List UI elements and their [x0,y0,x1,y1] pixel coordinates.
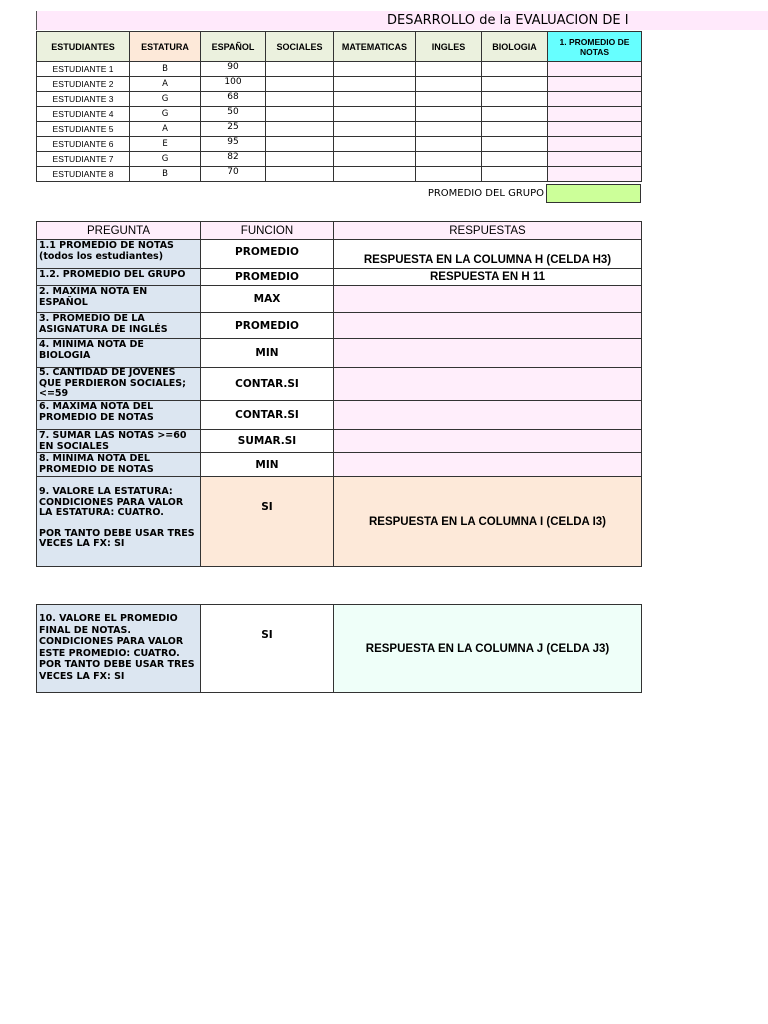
matematicas-cell[interactable] [334,152,416,167]
function-cell[interactable]: SI [201,477,334,567]
question-text: POR TANTO DEBE USAR TRES VECES LA FX: SI [39,527,195,549]
header-pregunta[interactable]: PREGUNTA [37,222,201,240]
promedio-cell[interactable] [548,122,642,137]
table-row [37,137,642,152]
function-cell[interactable]: PROMEDIO [201,269,334,286]
espanol-cell[interactable]: 95 [201,137,266,152]
answer-cell[interactable] [334,430,642,453]
biologia-cell[interactable] [482,152,548,167]
sociales-cell[interactable] [266,107,334,122]
estatura-cell[interactable]: A [130,122,201,137]
estatura-cell[interactable]: B [130,62,201,77]
answer-cell[interactable] [334,401,642,430]
question-cell[interactable]: 1.2. PROMEDIO DEL GRUPO [37,269,201,286]
question-cell[interactable]: 7. SUMAR LAS NOTAS >=60 EN SOCIALES [37,430,201,453]
promedio-cell[interactable] [548,167,642,182]
table-row [37,453,642,477]
header-respuestas[interactable]: RESPUESTAS [334,222,642,240]
matematicas-cell[interactable] [334,167,416,182]
biologia-cell[interactable] [482,107,548,122]
sociales-cell[interactable] [266,92,334,107]
group-average-cell[interactable] [546,184,641,203]
espanol-cell[interactable]: 25 [201,122,266,137]
estatura-cell[interactable]: G [130,152,201,167]
function-cell[interactable]: PROMEDIO [201,313,334,339]
question-cell[interactable]: 6. MAXIMA NOTA DEL PROMEDIO DE NOTAS [37,401,201,430]
header-ingles[interactable]: INGLES [416,32,482,62]
answer-cell[interactable]: RESPUESTA EN LA COLUMNA H (CELDA H3) [334,240,642,269]
function-cell[interactable]: CONTAR.SI [201,368,334,401]
table-row [37,92,642,107]
function-cell[interactable]: SUMAR.SI [201,430,334,453]
espanol-cell[interactable]: 50 [201,107,266,122]
promedio-cell[interactable] [548,62,642,77]
header-sociales[interactable]: SOCIALES [266,32,334,62]
espanol-cell[interactable]: 100 [201,77,266,92]
questions-table [36,221,642,567]
student-name-cell[interactable]: ESTUDIANTE 6 [37,137,130,152]
table-row [37,122,642,137]
biologia-cell[interactable] [482,62,548,77]
promedio-cell[interactable] [548,77,642,92]
promedio-cell[interactable] [548,152,642,167]
table-row [37,477,642,567]
function-cell[interactable]: MAX [201,286,334,313]
answer-cell[interactable] [334,286,642,313]
espanol-cell[interactable]: 90 [201,62,266,77]
question-cell[interactable]: 1.1 PROMEDIO DE NOTAS (todos los estudiantes) [37,240,201,269]
matematicas-cell[interactable] [334,92,416,107]
answer-cell[interactable] [334,368,642,401]
biologia-cell[interactable] [482,92,548,107]
function-cell[interactable]: PROMEDIO [201,240,334,269]
matematicas-cell[interactable] [334,107,416,122]
sociales-cell[interactable] [266,62,334,77]
sociales-cell[interactable] [266,167,334,182]
matematicas-cell[interactable] [334,122,416,137]
table-row [37,167,642,182]
estatura-cell[interactable]: A [130,77,201,92]
question-cell[interactable] [37,477,201,567]
header-funcion[interactable]: FUNCION [201,222,334,240]
biologia-cell[interactable] [482,137,548,152]
table-row [37,313,642,339]
student-name-cell[interactable]: ESTUDIANTE 8 [37,167,130,182]
espanol-cell[interactable]: 70 [201,167,266,182]
grades-table [36,31,642,182]
matematicas-cell[interactable] [334,137,416,152]
table-row [37,152,642,167]
ingles-cell[interactable] [416,152,482,167]
student-name-cell[interactable]: ESTUDIANTE 2 [37,77,130,92]
answer-cell[interactable]: RESPUESTA EN H 11 [334,269,642,286]
estatura-cell[interactable]: B [130,167,201,182]
sheet-title: DESARROLLO de la EVALUACION DE I [387,13,629,28]
function-cell[interactable]: SI [201,605,334,693]
matematicas-cell[interactable] [334,77,416,92]
estatura-cell[interactable]: G [130,107,201,122]
ingles-cell[interactable] [416,107,482,122]
matematicas-cell[interactable] [334,62,416,77]
sociales-cell[interactable] [266,152,334,167]
table-row [37,77,642,92]
header-matematicas[interactable]: MATEMATICAS [334,32,416,62]
table-row [37,269,642,286]
table-row [37,339,642,368]
table-row [37,286,642,313]
question-cell[interactable]: 5. CANTIDAD DE JOVENES QUE PERDIERON SOCIALES;<=59 [37,368,201,401]
answer-cell[interactable]: RESPUESTA EN LA COLUMNA J (CELDA J3) [334,605,642,693]
sociales-cell[interactable] [266,137,334,152]
function-cell[interactable]: CONTAR.SI [201,401,334,430]
student-name-cell[interactable]: ESTUDIANTE 1 [37,62,130,77]
biologia-cell[interactable] [482,122,548,137]
table-row [37,62,642,77]
table-row [37,430,642,453]
espanol-cell[interactable]: 82 [201,152,266,167]
table-row [37,107,642,122]
grades-header-row [37,32,642,62]
table-row [37,368,642,401]
answer-cell[interactable]: RESPUESTA EN LA COLUMNA I (CELDA I3) [334,477,642,567]
question-cell[interactable]: 10. VALORE EL PROMEDIO FINAL DE NOTAS. CONDICIONES PARA VALOR ESTE PROMEDIO: CUATRO. POR TANTO DEBE USAR TRES VECES LA FX: SI [37,605,201,693]
ingles-cell[interactable] [416,92,482,107]
question-cell[interactable]: 3. PROMEDIO DE LA ASIGNATURA DE INGLÉS [37,313,201,339]
student-name-cell[interactable]: ESTUDIANTE 5 [37,122,130,137]
ingles-cell[interactable] [416,137,482,152]
question-cell[interactable]: 2. MAXIMA NOTA EN ESPAÑOL [37,286,201,313]
group-average-label: PROMEDIO DEL GRUPO [427,188,544,199]
header-promedio[interactable]: 1. PROMEDIO DE NOTAS [548,32,642,62]
sociales-cell[interactable] [266,122,334,137]
student-name-cell[interactable]: ESTUDIANTE 3 [37,92,130,107]
biologia-cell[interactable] [482,167,548,182]
answer-cell[interactable] [334,453,642,477]
biologia-cell[interactable] [482,77,548,92]
questions-header-row [37,222,642,240]
student-name-cell[interactable]: ESTUDIANTE 7 [37,152,130,167]
ingles-cell[interactable] [416,62,482,77]
promedio-cell[interactable] [548,137,642,152]
answer-cell[interactable] [334,313,642,339]
question-text: 9. VALORE LA ESTATURA: CONDICIONES PARA VALOR LA ESTATURA: CUATRO. [39,486,184,518]
header-estatura[interactable]: ESTATURA [130,32,201,62]
question-cell[interactable]: 8. MINIMA NOTA DEL PROMEDIO DE NOTAS [37,453,201,477]
student-name-cell[interactable]: ESTUDIANTE 4 [37,107,130,122]
header-espanol[interactable]: ESPAÑOL [201,32,266,62]
header-biologia[interactable]: BIOLOGIA [482,32,548,62]
ingles-cell[interactable] [416,77,482,92]
question-cell[interactable]: 4. MINIMA NOTA DE BIOLOGIA [37,339,201,368]
table-row [37,401,642,430]
promedio-cell[interactable] [548,92,642,107]
espanol-cell[interactable]: 68 [201,92,266,107]
ingles-cell[interactable] [416,122,482,137]
function-cell[interactable]: MIN [201,453,334,477]
answer-cell[interactable] [334,339,642,368]
function-cell[interactable]: MIN [201,339,334,368]
estatura-cell[interactable]: G [130,92,201,107]
table-row [37,605,642,693]
header-estudiantes[interactable]: ESTUDIANTES [37,32,130,62]
sociales-cell[interactable] [266,77,334,92]
estatura-cell[interactable]: E [130,137,201,152]
table-row [37,240,642,269]
ingles-cell[interactable] [416,167,482,182]
promedio-cell[interactable] [548,107,642,122]
question10-table [36,604,642,693]
